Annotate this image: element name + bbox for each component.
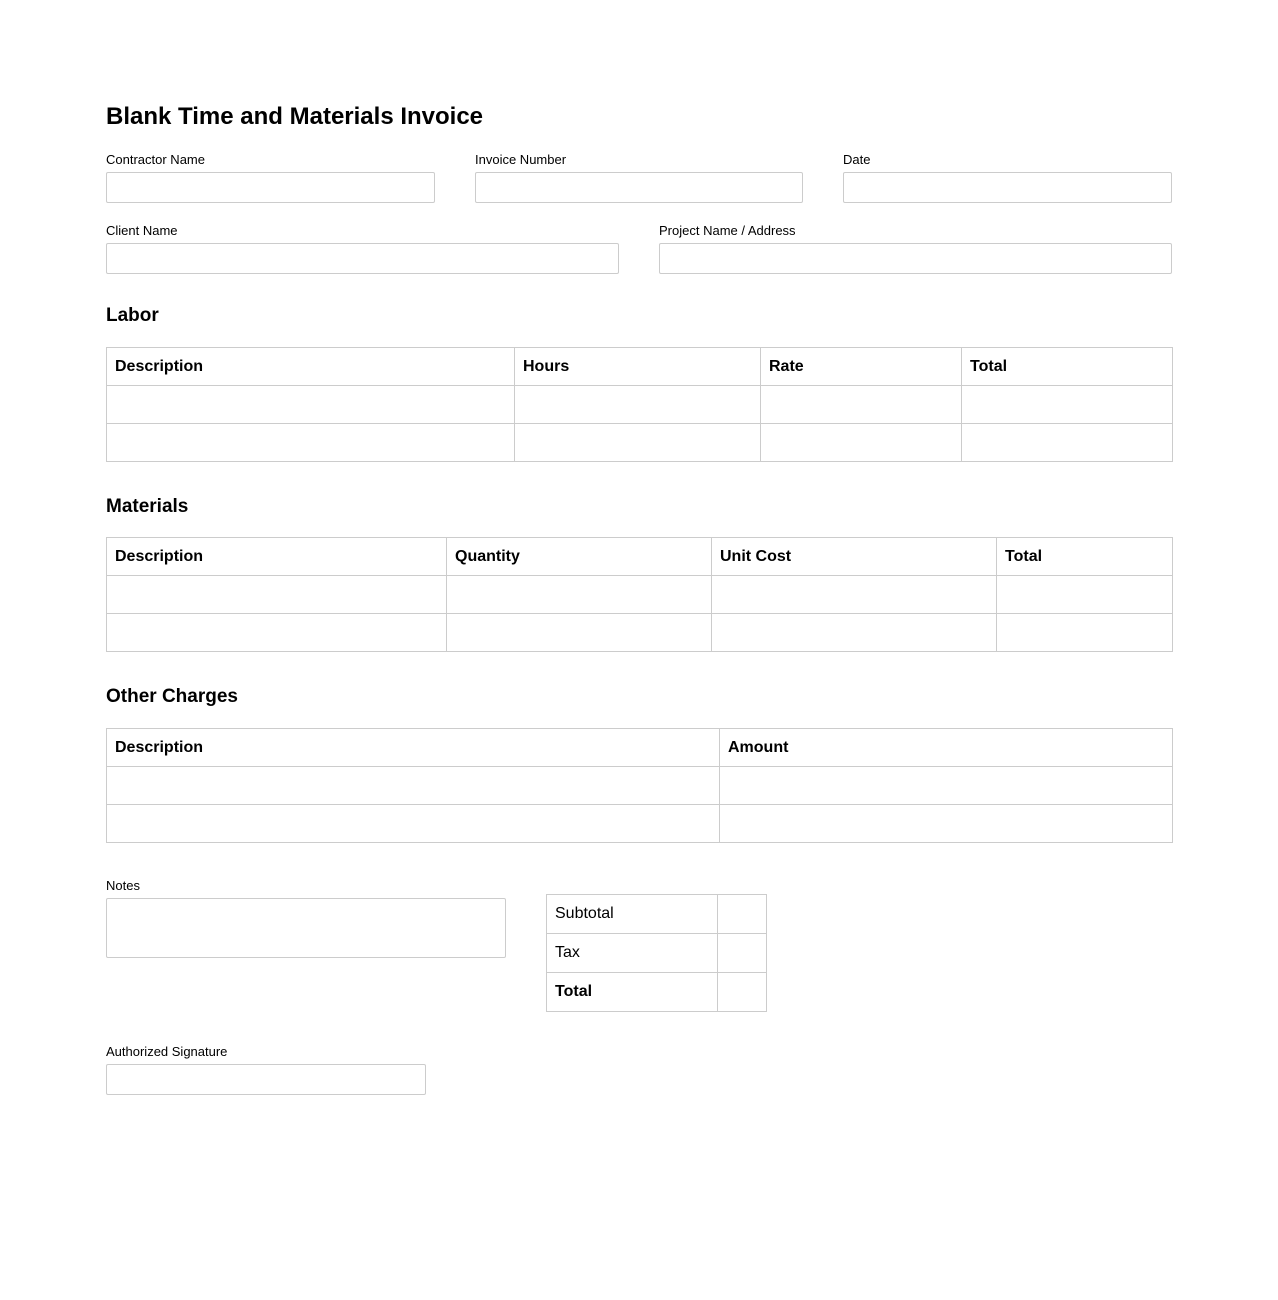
subtotal-label: Subtotal (547, 895, 718, 934)
materials-table (106, 537, 1173, 652)
labor-table (106, 347, 1173, 462)
labor-cell[interactable] (107, 386, 515, 424)
other-charges-header-row (107, 729, 1173, 767)
labor-header-row (107, 348, 1173, 386)
other-charges-cell[interactable] (107, 805, 720, 843)
page-title: Blank Time and Materials Invoice (106, 103, 484, 130)
contractor-name-label: Contractor Name (106, 152, 205, 167)
table-row (107, 386, 1173, 424)
other-charges-cell[interactable] (107, 767, 720, 805)
notes-textarea[interactable] (106, 898, 506, 958)
table-row (107, 805, 1173, 843)
materials-cell[interactable] (447, 576, 712, 614)
materials-cell[interactable] (712, 614, 997, 652)
invoice-number-input[interactable] (475, 172, 803, 203)
labor-cell[interactable] (107, 424, 515, 462)
materials-cell[interactable] (107, 576, 447, 614)
total-value[interactable] (718, 973, 767, 1012)
client-name-input[interactable] (106, 243, 619, 274)
other-charges-cell[interactable] (720, 805, 1173, 843)
other-charges-col-description: Description (107, 729, 720, 767)
date-label: Date (843, 152, 871, 167)
materials-col-unit-cost: Unit Cost (712, 538, 997, 576)
labor-section-title: Labor (106, 305, 159, 326)
other-charges-table (106, 728, 1173, 843)
signature-label: Authorized Signature (106, 1044, 228, 1059)
materials-col-total: Total (997, 538, 1173, 576)
materials-col-description: Description (107, 538, 447, 576)
table-row (107, 767, 1173, 805)
table-row (107, 424, 1173, 462)
tax-row (547, 934, 767, 973)
other-charges-col-amount: Amount (720, 729, 1173, 767)
materials-header-row (107, 538, 1173, 576)
materials-section-title: Materials (106, 496, 189, 517)
client-name-label: Client Name (106, 223, 178, 238)
labor-cell[interactable] (761, 386, 962, 424)
materials-cell[interactable] (997, 576, 1173, 614)
materials-col-quantity: Quantity (447, 538, 712, 576)
labor-col-description: Description (107, 348, 515, 386)
materials-cell[interactable] (447, 614, 712, 652)
labor-cell[interactable] (761, 424, 962, 462)
tax-value[interactable] (718, 934, 767, 973)
labor-cell[interactable] (515, 386, 761, 424)
total-row (547, 973, 767, 1012)
labor-cell[interactable] (962, 424, 1173, 462)
other-charges-section-title: Other Charges (106, 686, 238, 707)
labor-col-total: Total (962, 348, 1173, 386)
invoice-number-label: Invoice Number (475, 152, 567, 167)
subtotal-row (547, 895, 767, 934)
notes-label: Notes (106, 878, 140, 893)
labor-col-rate: Rate (761, 348, 962, 386)
project-name-label: Project Name / Address (659, 223, 796, 238)
table-row (107, 614, 1173, 652)
signature-input[interactable] (106, 1064, 426, 1095)
materials-cell[interactable] (997, 614, 1173, 652)
total-label: Total (547, 973, 718, 1012)
totals-table (546, 894, 767, 1012)
labor-cell[interactable] (962, 386, 1173, 424)
subtotal-value[interactable] (718, 895, 767, 934)
materials-cell[interactable] (107, 614, 447, 652)
date-input[interactable] (843, 172, 1172, 203)
table-row (107, 576, 1173, 614)
tax-label: Tax (547, 934, 718, 973)
contractor-name-input[interactable] (106, 172, 435, 203)
project-name-input[interactable] (659, 243, 1172, 274)
other-charges-cell[interactable] (720, 767, 1173, 805)
labor-col-hours: Hours (515, 348, 761, 386)
labor-cell[interactable] (515, 424, 761, 462)
materials-cell[interactable] (712, 576, 997, 614)
